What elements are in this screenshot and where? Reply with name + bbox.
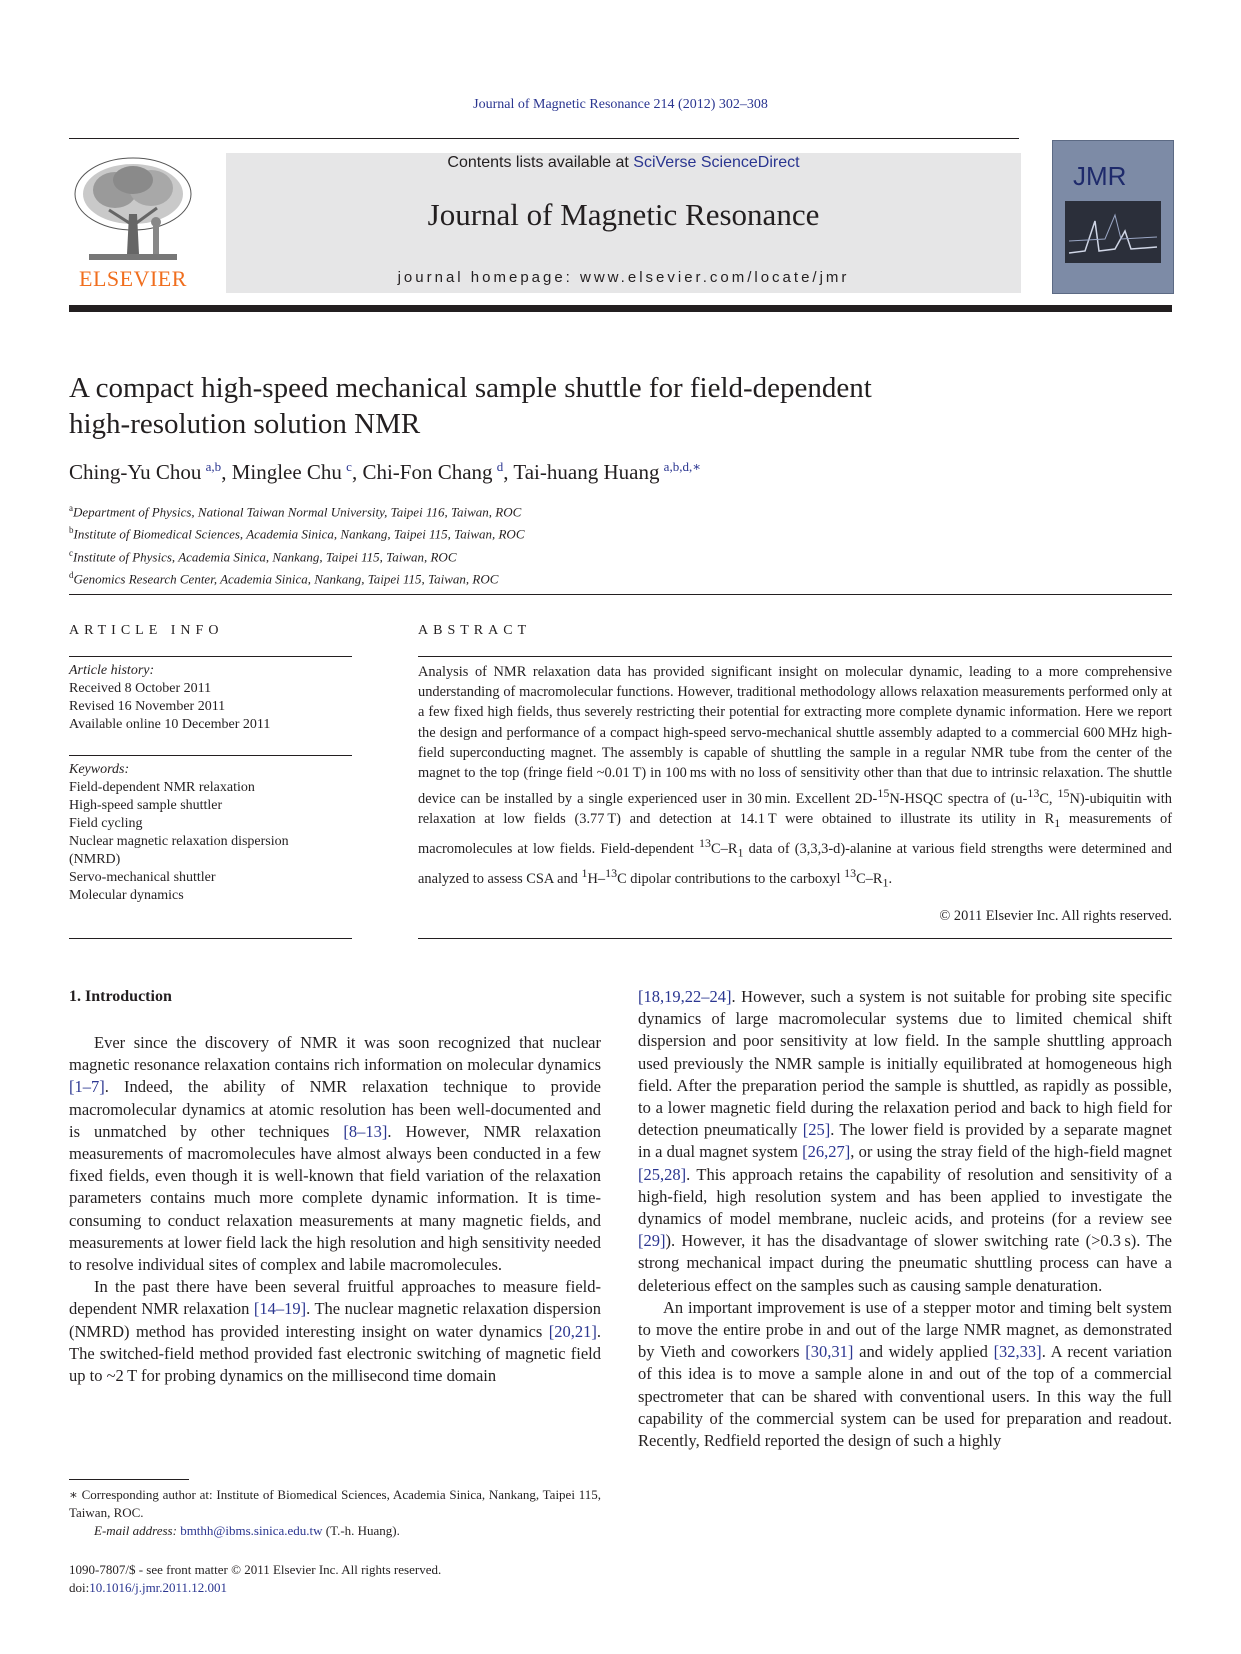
affiliation-mark: c xyxy=(69,547,73,558)
abstract-rule xyxy=(418,656,1172,657)
footnote-rule xyxy=(69,1479,189,1480)
article-info-rule xyxy=(69,656,352,657)
affiliation-mark: a xyxy=(69,503,73,513)
elsevier-wordmark: ELSEVIER xyxy=(79,266,187,291)
footnote xyxy=(69,1486,601,1540)
front-matter xyxy=(69,1561,669,1597)
author-name: Chi-Fon Chang xyxy=(362,460,493,484)
citation-link[interactable]: [25,28] xyxy=(638,1164,687,1184)
author-list: Ching-Yu Chou $^{a,b}$, Minglee Chu $^c$, Chi-Fon Chang $^d$, Tai-huang Huang $^{a,b,d,∗}$ xyxy=(69,459,702,484)
body-paragraph: [18,19,22–24]. However, such a system is not suitable for probing site specific dynamics of large macromolecular systems due to limited chemical shift dispersion and poor sensitivity at low field. In the sample shuttling approach used previously the NMR sample is initially equilibrated at homogeneous high field. After the preparation period the sample is shuttled, as rapidly as possible, to a lower magnetic field during the relaxation period and back to high field for detection pneumatically [25]. The lower field is provided by a separate magnet in a dual magnet system [26,27], or using the stray field of the high-field magnet [25,28]. This approach retains the capability of resolution and sensitivity of a high-field, high resolution system and has been applied to investigate the dynamics of model membrane, nucleic acids, and proteins (for a review see [29]). However, it has the disadvantage of slower switching rate (>0.3 s). The strong mechanical impact during the pneumatic shuttling process can have a deleterious effect on the samples such as causing sample denaturation. xyxy=(638,987,1172,1295)
section-heading: 1. Introduction xyxy=(69,988,172,1005)
keyword: High-speed sample shuttler xyxy=(69,798,223,813)
cover-title: JMR xyxy=(1073,161,1127,191)
affiliation-text: Department of Physics, National Taiwan Normal University, Taipei 116, Taiwan, ROC xyxy=(73,504,522,520)
keyword: Molecular dynamics xyxy=(69,888,184,903)
elsevier-tree-icon xyxy=(69,154,197,266)
corresponding-author-note: ∗ Corresponding author at: Institute of Biomedical Sciences, Academia Sinica, Nankang, Taipei 115, Taiwan, ROC. xyxy=(69,1487,601,1520)
title-line: high-resolution solution NMR xyxy=(69,408,421,440)
affiliation-list xyxy=(69,499,769,588)
sciencedirect-link[interactable]: SciVerse ScienceDirect xyxy=(633,154,800,171)
doi-line xyxy=(69,1579,669,1597)
affiliation xyxy=(69,499,769,521)
online-date: Available online 10 December 2011 xyxy=(69,717,271,732)
keyword: (NMRD) xyxy=(69,852,121,867)
email-suffix: (T.-h. Huang). xyxy=(322,1523,400,1538)
affiliation-text: Institute of Biomedical Sciences, Academia Sinica, Nankang, Taipei 115, Taiwan, ROC xyxy=(73,526,525,542)
journal-citation[interactable]: Journal of Magnetic Resonance 214 (2012) 302–308 xyxy=(473,97,768,112)
section-rule xyxy=(69,594,1172,595)
history-label: Article history: xyxy=(69,663,155,678)
keyword: Nuclear magnetic relaxation dispersion xyxy=(69,834,289,849)
citation-link[interactable]: [20,21] xyxy=(548,1321,597,1341)
contents-line xyxy=(226,154,1021,172)
journal-name: Journal of Magnetic Resonance xyxy=(427,197,820,232)
keyword-list xyxy=(69,761,352,905)
citation-link[interactable]: [30,31] xyxy=(805,1342,854,1362)
masthead-thick-rule xyxy=(69,305,1172,312)
affiliation xyxy=(69,566,769,588)
abstract-heading: ABSTRACT xyxy=(418,623,532,638)
affiliation-mark: d xyxy=(69,569,74,580)
elsevier-logo xyxy=(69,154,197,294)
keyword: Field-dependent NMR relaxation xyxy=(69,780,255,795)
affiliation-text: Genomics Research Center, Academia Sinica, Nankang, Taipei 115, Taiwan, ROC xyxy=(73,571,499,587)
issn-line: 1090-7807/$ - see front matter © 2011 Elsevier Inc. All rights reserved. xyxy=(69,1562,442,1577)
spectrum-icon xyxy=(1065,201,1161,263)
body-paragraph: An important improvement is use of a stepper motor and timing belt system to move the entire probe in and out of the large NMR magnet, as demonstrated by Vieth and coworkers [30,31] and widely applied [32,33]. A recent variation of this idea is to move a sample alone in and out of the top of a commercial spectrometer that can be shared with conventional users. In this way the full capability of the commercial system can be used for preparation and readout. Recently, Redfield reported the design of such a highly xyxy=(638,1297,1172,1451)
email-line xyxy=(69,1522,601,1540)
author-name: Minglee Chu xyxy=(231,460,342,484)
article-info-heading: ARTICLE INFO xyxy=(69,623,224,638)
body-paragraph: In the past there have been several fruitful approaches to measure field-dependent NMR relaxation [14–19]. The nuclear magnetic relaxation dispersion (NMRD) method has provided interesting insight on water dynamics [20,21]. The switched-field method provided fast electronic switching of magnetic field up to ~2 T for probing dynamics on the millisecond time domain xyxy=(69,1277,601,1386)
article-history xyxy=(69,662,352,734)
keyword: Field cycling xyxy=(69,816,143,831)
contents-prefix: Contents lists available at xyxy=(447,154,634,171)
keyword: Servo-mechanical shuttler xyxy=(69,870,216,885)
affiliation-mark: b xyxy=(69,525,74,536)
body-column-left xyxy=(69,1032,601,1387)
citation-link[interactable]: [26,27] xyxy=(802,1142,851,1162)
author-affil-marks[interactable]: a,b,d,∗ xyxy=(663,459,702,474)
keywords-label: Keywords: xyxy=(69,762,130,777)
abstract-copyright: © 2011 Elsevier Inc. All rights reserved. xyxy=(939,908,1172,924)
citation-link[interactable]: [18,19,22–24] xyxy=(638,987,732,1006)
citation-link[interactable]: [14–19] xyxy=(253,1299,307,1319)
author-affil-marks[interactable]: a,b xyxy=(205,459,222,474)
email-link[interactable]: bmthh@ibms.sinica.edu.tw xyxy=(180,1523,323,1538)
affiliation xyxy=(69,544,769,566)
journal-cover xyxy=(1052,140,1174,294)
doi-link[interactable]: 10.1016/j.jmr.2011.12.001 xyxy=(89,1580,228,1595)
doi-label: doi: xyxy=(69,1580,90,1595)
affiliation-text: Institute of Physics, Academia Sinica, Nankang, Taipei 115, Taiwan, ROC xyxy=(73,548,457,564)
received-date: Received 8 October 2011 xyxy=(69,681,212,696)
author-affil-marks[interactable]: c xyxy=(346,459,352,474)
article-info-rule xyxy=(69,938,352,939)
title-line: A compact high-speed mechanical sample shuttle for field-dependent xyxy=(69,372,872,404)
author-affil-marks[interactable]: d xyxy=(496,459,504,474)
body-paragraph: Ever since the discovery of NMR it was soon recognized that nuclear magnetic resonance relaxation contains rich information on molecular dynamics [1–7]. Indeed, the ability of NMR relaxation technique to provide macromolecular dynamics at atomic resolution has been well-documented and is unmatched by other techniques [8–13]. However, NMR relaxation measurements of macromolecules have almost always been conducted in a few fixed fields, even though it is well-known that field variation of the relaxation parameters contains much more complete dynamic information. It is time-consuming to conduct relaxation measurements at many magnetic fields, and measurements at lower field lack the high resolution and high sensitivity needed to resolve individual sites of complex and labile macromolecules. xyxy=(69,1033,602,1275)
article-info-rule xyxy=(69,755,352,756)
citation-link[interactable]: [29] xyxy=(638,1231,666,1251)
journal-masthead xyxy=(226,153,1021,293)
author-name: Tai-huang Huang xyxy=(513,460,660,484)
cover-graphic xyxy=(1065,201,1161,263)
abstract-text: Analysis of NMR relaxation data has provided significant insight on molecular dynamic, leading to a more comprehensive understanding of macromolecular functions. However, traditional methodology allows relaxation measurements performed only at a few fixed high fields, thus severely restricting their potential for extracting more complete dynamic information. Here we report the design and performance of a compact high-speed servo-mechanical shuttle assembly adapted to a commercial 600 MHz high-field superconducting magnet. The assembly is capable of shuttling the sample in a regular NMR tube from the center of the magnet to the top (fringe field ~0.01 T) in 100 ms with no loss of sensitivity other than that due to intrinsic relaxation. The shuttle device can be installed by a single experienced user in 30 min. Excellent 2D-$^{15}$N-HSQC spectra of (u-$^{13}$C, $^{15}$N)-ubiquitin with relaxation at low fields (3.77 T) and detection at 14.1 T were obtained to illustrate its utility in $R_1$ measurements of macromolecules at low fields. Field-dependent $^{13}C-R_1$ data of (3,3,3-d)-alanine at various field strengths were determined and analyzed to assess CSA and $^1$H–$^{13}$C dipolar contributions to the carboxyl $^{13}C-R_1$. xyxy=(418,664,1172,890)
citation-link[interactable]: [1–7] xyxy=(69,1077,105,1097)
email-label: E-mail address: xyxy=(94,1523,181,1538)
author-name: Ching-Yu Chou xyxy=(69,460,202,484)
citation-link[interactable]: [25] xyxy=(802,1120,831,1140)
abstract-rule xyxy=(418,938,1172,939)
revised-date: Revised 16 November 2011 xyxy=(69,699,226,714)
article-title xyxy=(69,370,1129,442)
body-column-right xyxy=(638,986,1172,1452)
citation-link[interactable]: [32,33] xyxy=(993,1342,1042,1362)
affiliation xyxy=(69,521,769,543)
header-rule xyxy=(69,138,1019,139)
journal-homepage[interactable]: journal homepage: www.elsevier.com/locate/jmr xyxy=(397,269,850,286)
citation-link[interactable]: [8–13] xyxy=(343,1121,388,1141)
